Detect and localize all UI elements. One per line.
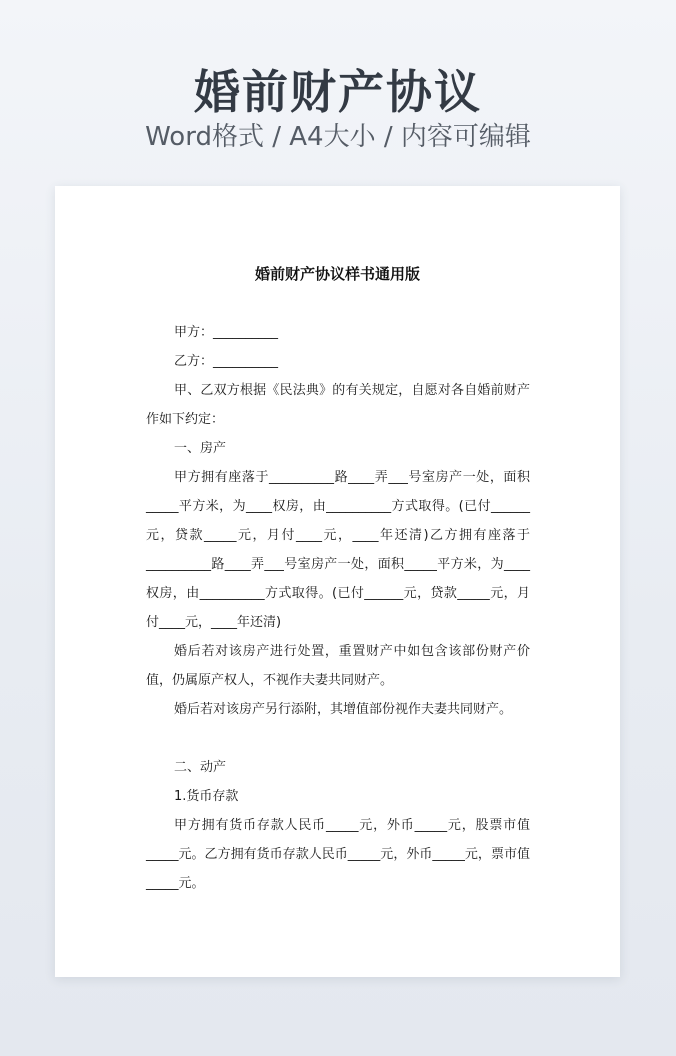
section2-subheading-1: 1.货币存款 [174, 789, 239, 804]
section1-paragraph-2: 婚后若对该房产进行处置，重置财产中如包含该部份财产价值，仍属原产权人，不视作夫妻共同财产。 [146, 644, 530, 688]
hero-subtitle: Word格式 / A4大小 / 内容可编辑 [145, 122, 531, 152]
paragraph-gap [146, 724, 530, 753]
document-title: 婚前财产协议样书通用版 [254, 265, 420, 283]
section1-paragraph-1: 甲方拥有座落于__________路____弄___号室房产一处，面积_____平方米，为____权房，由__________方式取得。(已付______元，贷款_____元，月付____元，____年还清)乙方拥有座落于__________路____弄___号室房产一处，面积_____平方米，为____权房，由__________方式取得。(已付______元，贷款_____元，月付____元，____年还清) [146, 470, 530, 630]
section2-paragraph-1: 甲方拥有货币存款人民币_____元，外币_____元，股票市值_____元。乙方拥有货币存款人民币_____元，外币_____元，票市值_____元。 [146, 818, 530, 891]
party-b-line: 乙方：__________ [174, 354, 279, 369]
document-page [55, 186, 620, 977]
hero-title: 婚前财产协议 [194, 65, 482, 119]
document-body [146, 318, 530, 898]
intro-paragraph: 甲、乙双方根据《民法典》的有关规定，自愿对各自婚前财产作如下约定： [146, 383, 530, 427]
section2-heading: 二、动产 [174, 760, 227, 775]
section1-heading: 一、房产 [174, 441, 227, 456]
section1-paragraph-3: 婚后若对该房产另行添附，其增值部份视作夫妻共同财产。 [174, 702, 513, 717]
party-a-line: 甲方：__________ [174, 325, 279, 340]
